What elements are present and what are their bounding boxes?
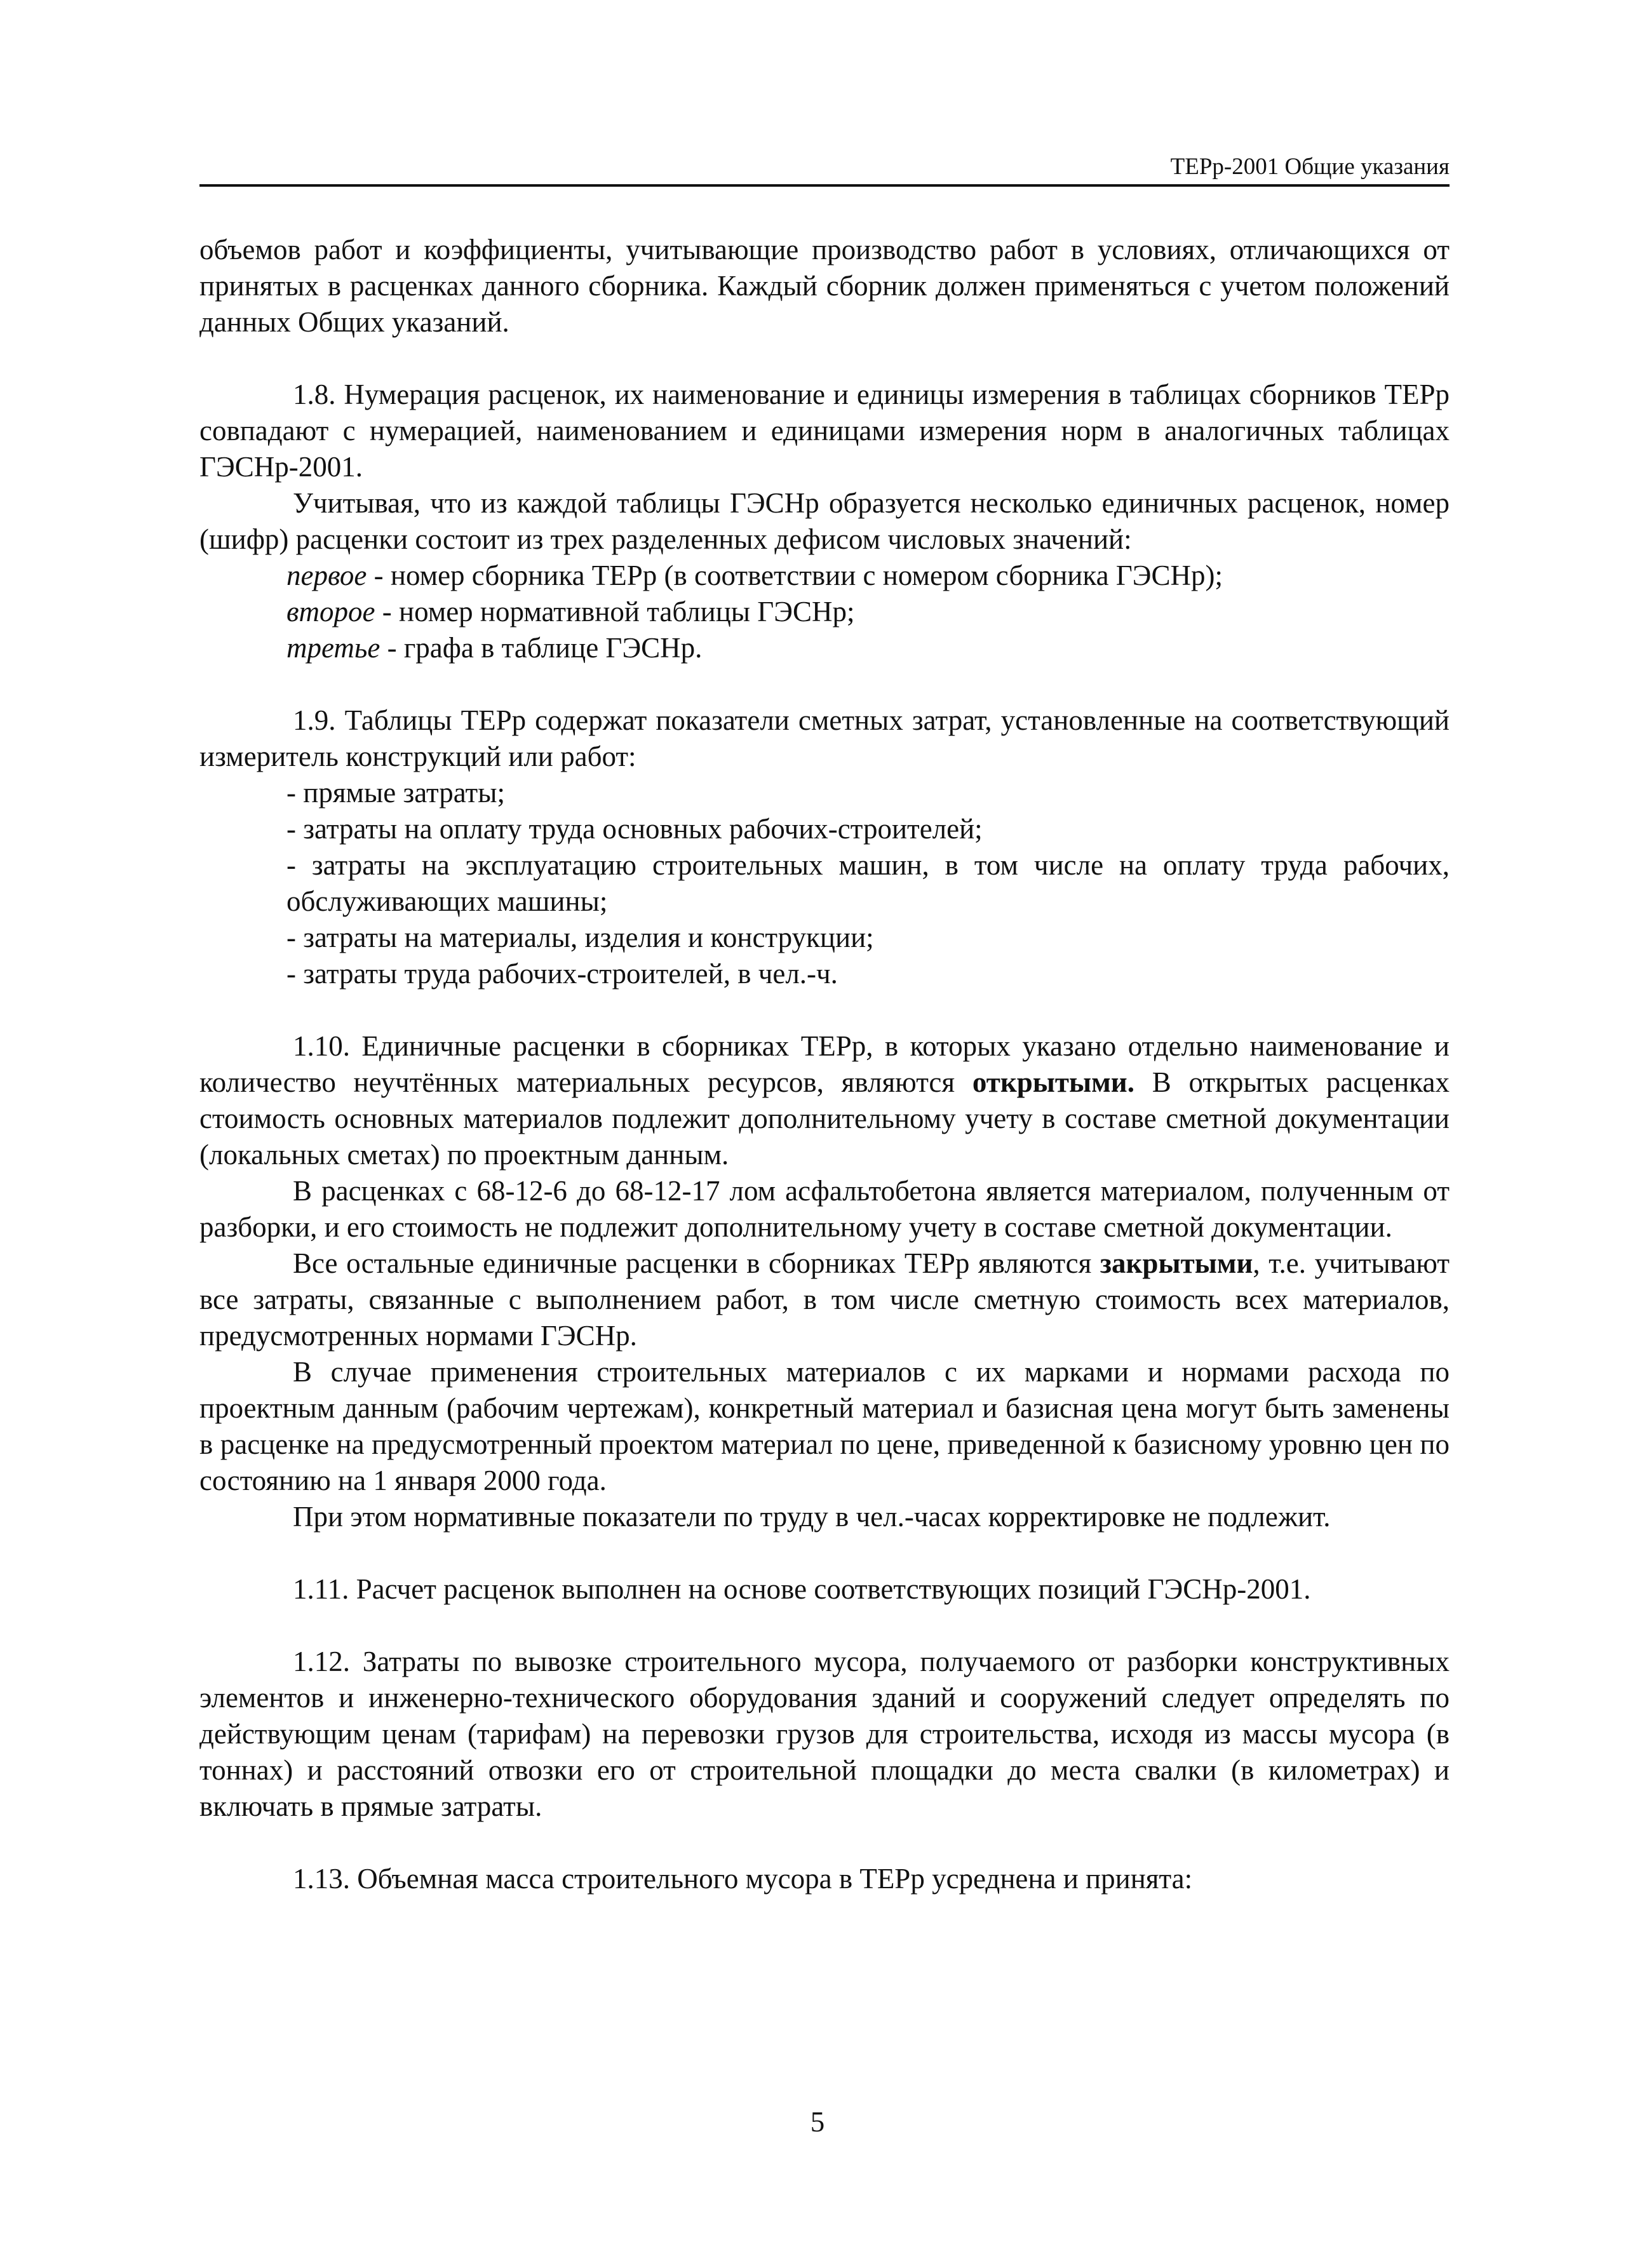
document-body xyxy=(199,232,1450,1897)
list-item: - прямые затраты; xyxy=(286,777,505,809)
list-item xyxy=(286,630,1450,666)
header-title: ТЕРр-2001 Общие указания xyxy=(1170,154,1450,180)
list-item xyxy=(286,594,1450,630)
paragraph-1-8: 1.8. Нумерация расценок, их наименование и единицы измерения в таблицах сборников ТЕРр совпадают с нумерацией, наименованием и единицами измерения норм в аналогичных таблицах ГЭСНр-2001. xyxy=(199,379,1450,483)
list-text: - номер сборника ТЕРр (в соответствии с номером сборника ГЭСНр); xyxy=(367,560,1223,591)
paragraph-1-11: 1.11. Расчет расценок выполнен на основе соответствующих позиций ГЭСНр-2001. xyxy=(293,1573,1311,1605)
paragraph-1-10-closed-term: закрытыми xyxy=(1100,1247,1253,1279)
list-term: первое xyxy=(286,560,367,591)
paragraph-1-10 xyxy=(199,1028,1450,1173)
list-item: - затраты на оплату труда основных рабочих-строителей; xyxy=(286,813,983,845)
list-item: - затраты труда рабочих-строителей, в чел.-ч. xyxy=(286,958,838,990)
cost-items-list xyxy=(199,775,1450,992)
code-structure-list xyxy=(199,558,1450,666)
paragraph-1-8-code-intro: Учитывая, что из каждой таблицы ГЭСНр образуется несколько единичных расценок, номер (шифр) расценки состоит из трех разделенных дефисом числовых значений: xyxy=(199,487,1450,555)
list-term: третье xyxy=(286,632,380,664)
paragraph-1-10-open-term: открытыми. xyxy=(972,1066,1134,1098)
list-text: - графа в таблице ГЭСНр. xyxy=(380,632,703,664)
paragraph-1-13: 1.13. Объемная масса строительного мусора в ТЕРр усреднена и принята: xyxy=(293,1863,1193,1895)
list-item xyxy=(286,558,1450,594)
running-header xyxy=(199,152,1450,187)
list-text: - номер нормативной таблицы ГЭСНр; xyxy=(375,596,855,627)
paragraph-1-10-closed-text-a: Все остальные единичные расценки в сборниках ТЕРр являются xyxy=(293,1247,1100,1279)
paragraph-1-10-asphalt: В расценках с 68-12-6 до 68-12-17 лом асфальтобетона является материалом, полученным от разборки, и его стоимость не подлежит дополнительному учету в составе сметной документации. xyxy=(199,1175,1450,1243)
paragraph-1-10-closed-text-b: , т.е. учитывают все затраты, связанные с выполнением работ, в том числе сметную стоимость всех материалов, предусмотренных нормами ГЭСНр. xyxy=(199,1247,1450,1352)
paragraph-1-10-text-a: 1.10. Единичные расценки в сборниках ТЕРр, в которых указано отдельно наименование и количество неучтённых материальных ресурсов, являются xyxy=(199,1030,1450,1098)
paragraph-continuation: объемов работ и коэффициенты, учитывающие производство работ в условиях, отличающихся от принятых в расценках данного сборника. Каждый сборник должен применяться с учетом положений данных Общих указаний. xyxy=(199,234,1450,338)
list-item: - затраты на эксплуатацию строительных машин, в том числе на оплату труда рабочих, обслуживающих машины; xyxy=(286,849,1450,917)
paragraph-1-10-materials: В случае применения строительных материалов с их марками и нормами расхода по проектным данным (рабочим чертежам), конкретный материал и базисная цена могут быть заменены в расценке на предусмотренный проектом материал по цене, приведенной к базисному уровню цен по состоянию на 1 января 2000 года. xyxy=(199,1356,1450,1496)
list-item: - затраты на материалы, изделия и конструкции; xyxy=(286,922,874,953)
paragraph-1-10-text-b: В открытых расценках стоимость основных материалов подлежит дополнительному учету в составе сметной документации (локальных сметах) по проектным данным. xyxy=(199,1066,1450,1171)
paragraph-1-10-closed xyxy=(199,1245,1450,1354)
paragraph-1-10-labor: При этом нормативные показатели по труду в чел.-часах корректировке не подлежит. xyxy=(293,1501,1331,1533)
paragraph-1-12: 1.12. Затраты по вывозке строительного мусора, получаемого от разборки конструктивных элементов и инженерно-технического оборудования зданий и сооружений следует определять по действующим ценам (тарифам) на перевозки грузов для строительства, исходя из массы мусора (в тоннах) и расстояний отвозки его от строительной площадки до места свалки (в километрах) и включать в прямые затраты. xyxy=(199,1646,1450,1822)
paragraph-1-9: 1.9. Таблицы ТЕРр содержат показатели сметных затрат, установленные на соответствующий измеритель конструкций или работ: xyxy=(199,704,1450,772)
page-number: 5 xyxy=(810,2106,825,2138)
list-term: второе xyxy=(286,596,375,627)
